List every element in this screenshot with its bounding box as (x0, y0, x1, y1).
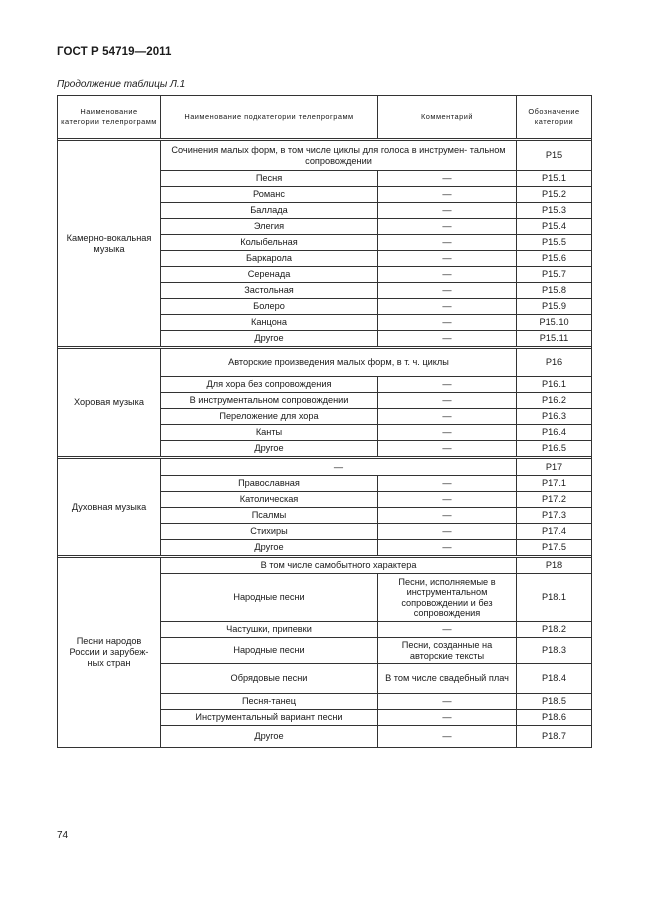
subcategory-code-cell: P18.4 (517, 664, 592, 694)
category-code-cell: P17 (517, 459, 592, 476)
subcategory-comment-cell: — (378, 726, 517, 748)
subcategory-comment-cell: — (378, 425, 517, 441)
subcategory-comment-cell: — (378, 377, 517, 393)
subcategory-name-cell: Песня (161, 171, 378, 187)
category-description-cell: Сочинения малых форм, в том числе циклы для голоса в инструмен- тальном сопровождении (161, 141, 517, 171)
subcategory-code-cell: P18.5 (517, 694, 592, 710)
subcategory-name-cell: Застольная (161, 283, 378, 299)
subcategory-code-cell: P17.4 (517, 524, 592, 540)
subcategory-code-cell: P17.3 (517, 508, 592, 524)
category-name-cell: Хоровая музыка (58, 349, 161, 457)
subcategory-name-cell: Песня-танец (161, 694, 378, 710)
subcategory-comment-cell: — (378, 283, 517, 299)
subcategory-code-cell: P15.4 (517, 219, 592, 235)
subcategory-name-cell: Народные песни (161, 638, 378, 664)
subcategory-comment-cell: Песни, исполняемые в инструментальном сопровождении и без сопровождения (378, 574, 517, 622)
subcategory-comment-cell: Песни, созданные на авторские тексты (378, 638, 517, 664)
subcategory-comment-cell: — (378, 251, 517, 267)
subcategory-name-cell: Серенада (161, 267, 378, 283)
subcategory-name-cell: Колыбельная (161, 235, 378, 251)
subcategory-comment-cell: — (378, 235, 517, 251)
subcategory-code-cell: P15.8 (517, 283, 592, 299)
subcategory-name-cell: Католическая (161, 492, 378, 508)
subcategory-comment-cell: — (378, 409, 517, 425)
column-header-subcategory: Наименование подкатегории телепрограмм (161, 96, 378, 139)
category-code-cell: P18 (517, 558, 592, 574)
subcategory-code-cell: P18.3 (517, 638, 592, 664)
category-description-cell: Авторские произведения малых форм, в т. ч. циклы (161, 349, 517, 377)
column-header-code: Обозначение категории (517, 96, 592, 139)
subcategory-name-cell: Другое (161, 441, 378, 457)
subcategory-name-cell: Инструментальный вариант песни (161, 710, 378, 726)
subcategory-name-cell: Другое (161, 331, 378, 347)
subcategory-name-cell: Романс (161, 187, 378, 203)
subcategory-comment-cell: — (378, 710, 517, 726)
subcategory-comment-cell: — (378, 299, 517, 315)
subcategory-comment-cell: — (378, 203, 517, 219)
subcategory-comment-cell: — (378, 441, 517, 457)
subcategory-comment-cell: В том числе свадебный плач (378, 664, 517, 694)
subcategory-code-cell: P18.7 (517, 726, 592, 748)
subcategory-comment-cell: — (378, 524, 517, 540)
document-header: ГОСТ Р 54719—2011 (57, 46, 172, 58)
subcategory-name-cell: Народные песни (161, 574, 378, 622)
subcategory-code-cell: P16.3 (517, 409, 592, 425)
subcategory-code-cell: P15.7 (517, 267, 592, 283)
subcategory-name-cell: Баркарола (161, 251, 378, 267)
category-description-cell: — (161, 459, 517, 476)
category-lead-row (58, 349, 592, 377)
category-description-cell: В том числе самобытного характера (161, 558, 517, 574)
subcategory-name-cell: Баллада (161, 203, 378, 219)
subcategory-code-cell: P15.5 (517, 235, 592, 251)
subcategory-name-cell: Псалмы (161, 508, 378, 524)
subcategory-comment-cell: — (378, 492, 517, 508)
category-lead-row (58, 558, 592, 574)
category-lead-row (58, 141, 592, 171)
classification-table (57, 95, 592, 748)
category-name-cell: Камерно-вокальная музыка (58, 141, 161, 347)
category-code-cell: P15 (517, 141, 592, 171)
subcategory-comment-cell: — (378, 187, 517, 203)
subcategory-name-cell: Другое (161, 540, 378, 556)
subcategory-comment-cell: — (378, 622, 517, 638)
subcategory-code-cell: P15.3 (517, 203, 592, 219)
page-number: 74 (57, 830, 69, 841)
subcategory-code-cell: P16.2 (517, 393, 592, 409)
subcategory-name-cell: Болеро (161, 299, 378, 315)
subcategory-name-cell: Канцона (161, 315, 378, 331)
subcategory-code-cell: P17.2 (517, 492, 592, 508)
table-body (58, 139, 592, 748)
subcategory-code-cell: P15.10 (517, 315, 592, 331)
subcategory-comment-cell: — (378, 315, 517, 331)
subcategory-name-cell: Обрядовые песни (161, 664, 378, 694)
category-code-cell: P16 (517, 349, 592, 377)
table-header-row (58, 96, 592, 139)
category-lead-row (58, 459, 592, 476)
subcategory-comment-cell: — (378, 508, 517, 524)
subcategory-code-cell: P16.5 (517, 441, 592, 457)
subcategory-comment-cell: — (378, 694, 517, 710)
subcategory-code-cell: P15.6 (517, 251, 592, 267)
subcategory-name-cell: Другое (161, 726, 378, 748)
category-name-cell: Песни народов России и зарубеж- ных стран (58, 558, 161, 748)
subcategory-comment-cell: — (378, 267, 517, 283)
subcategory-name-cell: В инструментальном сопровождении (161, 393, 378, 409)
subcategory-name-cell: Элегия (161, 219, 378, 235)
subcategory-code-cell: P15.1 (517, 171, 592, 187)
category-name-cell: Духовная музыка (58, 459, 161, 556)
subcategory-comment-cell: — (378, 540, 517, 556)
table-continuation-caption: Продолжение таблицы Л.1 (57, 79, 186, 90)
subcategory-name-cell: Для хора без сопровождения (161, 377, 378, 393)
subcategory-code-cell: P15.9 (517, 299, 592, 315)
subcategory-code-cell: P17.5 (517, 540, 592, 556)
subcategory-comment-cell: — (378, 476, 517, 492)
column-header-comment: Комментарий (378, 96, 517, 139)
subcategory-name-cell: Стихиры (161, 524, 378, 540)
subcategory-code-cell: P18.6 (517, 710, 592, 726)
subcategory-name-cell: Православная (161, 476, 378, 492)
subcategory-comment-cell: — (378, 219, 517, 235)
subcategory-code-cell: P18.2 (517, 622, 592, 638)
subcategory-comment-cell: — (378, 393, 517, 409)
subcategory-code-cell: P18.1 (517, 574, 592, 622)
subcategory-name-cell: Переложение для хора (161, 409, 378, 425)
subcategory-name-cell: Канты (161, 425, 378, 441)
subcategory-name-cell: Частушки, припевки (161, 622, 378, 638)
subcategory-code-cell: P15.11 (517, 331, 592, 347)
subcategory-code-cell: P16.4 (517, 425, 592, 441)
subcategory-code-cell: P16.1 (517, 377, 592, 393)
subcategory-code-cell: P17.1 (517, 476, 592, 492)
subcategory-code-cell: P15.2 (517, 187, 592, 203)
column-header-category: Наименование категории телепрограмм (58, 96, 161, 139)
subcategory-comment-cell: — (378, 331, 517, 347)
subcategory-comment-cell: — (378, 171, 517, 187)
